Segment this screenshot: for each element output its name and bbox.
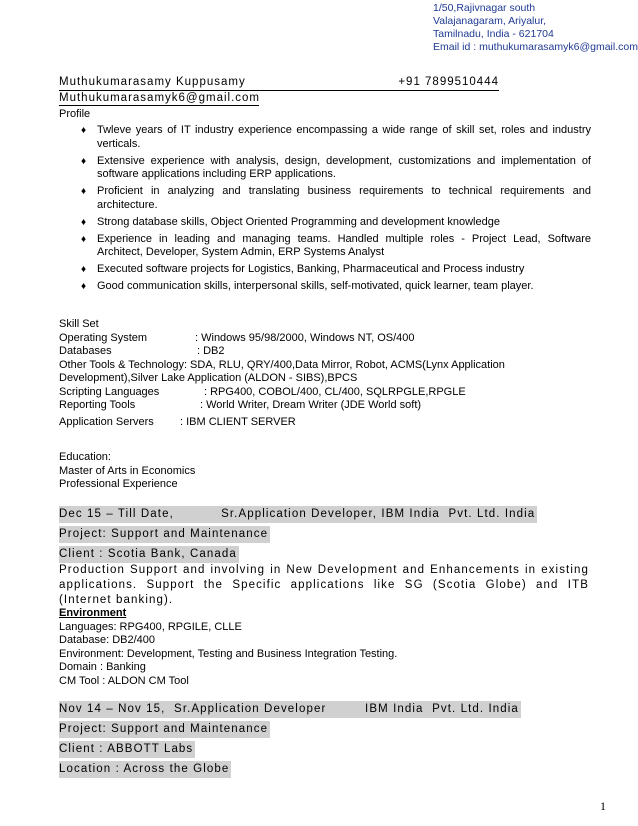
env-environment: Environment: Development, Testing and Business Integration Testing. bbox=[59, 647, 398, 660]
job-location: Location : Across the Globe bbox=[59, 761, 231, 778]
env-domain: Domain : Banking bbox=[59, 661, 146, 673]
job-1 bbox=[59, 504, 537, 563]
address-block bbox=[433, 2, 638, 54]
profile-item: ♦ Experience in leading and managing teams. Handled multiple roles - Project Lead, Software Architect, Developer, System Admin, ERP Systems Analyst bbox=[81, 232, 591, 258]
skill-label: Reporting Tools bbox=[59, 399, 136, 411]
profile-item: ♦ Strong database skills, Object Oriented Programming and development knowledge bbox=[81, 215, 500, 228]
diamond-bullet-icon: ♦ bbox=[81, 186, 87, 197]
job-description: Production Support and involving in New Development and Enhancements in existing applications. Support the Specific applications like SG (Scotia Globe) and ITB (Internet banking). bbox=[59, 564, 589, 606]
diamond-bullet-icon: ♦ bbox=[81, 216, 87, 228]
skill-value: : Windows 95/98/2000, Windows NT, OS/400 bbox=[195, 331, 415, 344]
address-line: 1/50,Rajivnagar south bbox=[433, 2, 536, 14]
skills-title: Skill Set bbox=[59, 318, 99, 330]
phone-number: +91 7899510444 bbox=[398, 76, 499, 88]
skill-value: : DB2 bbox=[197, 345, 225, 357]
address-email: Email id : muthukumarasamyk6@gmail.com bbox=[433, 41, 638, 53]
skill-label: Application Servers bbox=[59, 415, 154, 428]
page-number: 1 bbox=[600, 799, 606, 813]
job-client: Client : Scotia Bank, Canada bbox=[59, 546, 239, 563]
skill-value: : RPG400, COBOL/400, CL/400, SQLRPGLE,RPGLE bbox=[204, 385, 466, 398]
skill-label: Scripting Languages bbox=[59, 385, 160, 398]
profile-title: Profile bbox=[59, 108, 91, 120]
skill-value: : World Writer, Dream Writer (JDE World soft) bbox=[200, 399, 422, 411]
environment-title: Environment bbox=[59, 607, 127, 619]
skill-label: Databases bbox=[59, 345, 112, 357]
experience-title: Professional Experience bbox=[59, 478, 178, 490]
candidate-name: Muthukumarasamy Kuppusamy bbox=[59, 76, 246, 88]
skill-value: : IBM CLIENT SERVER bbox=[180, 415, 296, 428]
job-project: Project: Support and Maintenance bbox=[59, 526, 270, 543]
env-languages: Languages: RPG400, RPGILE, CLLE bbox=[59, 620, 242, 633]
profile-item: ♦ Extensive experience with analysis, design, development, customizations and implementation of software applications including ERP applications. bbox=[81, 154, 591, 180]
profile-list bbox=[59, 124, 591, 297]
education-section bbox=[59, 451, 195, 492]
skill-label: Operating System bbox=[59, 331, 148, 344]
address-line: Tamilnadu, India - 621704 bbox=[433, 28, 554, 40]
education-degree: Master of Arts in Economics bbox=[59, 464, 196, 477]
education-title: Education: bbox=[59, 451, 111, 463]
skill-line: Development),Silver Lake Application (ALDON - SIBS),BPCS bbox=[59, 372, 358, 384]
profile-item: ♦ Twleve years of IT industry experience encompassing a wide range of skill set, roles and industry verticals. bbox=[81, 124, 591, 150]
job-role-line: Dec 15 – Till Date, Sr.Application Developer, IBM India Pvt. Ltd. India bbox=[59, 506, 537, 523]
diamond-bullet-icon: ♦ bbox=[81, 233, 87, 245]
diamond-bullet-icon: ♦ bbox=[81, 281, 87, 292]
profile-item: ♦ Proficient in analyzing and translating business requirements to technical requirements and architecture. bbox=[81, 185, 591, 211]
address-line: Valajanagaram, Ariyalur, bbox=[433, 15, 547, 27]
contact-header bbox=[59, 75, 499, 106]
profile-item: ♦ Good communication skills, interpersonal skills, self-motivated, quick learner, team player. bbox=[81, 280, 534, 292]
diamond-bullet-icon: ♦ bbox=[81, 264, 87, 275]
env-database: Database: DB2/400 bbox=[59, 634, 156, 646]
job-role-line: Nov 14 – Nov 15, Sr.Application Developer IBM India Pvt. Ltd. India bbox=[59, 701, 521, 718]
profile-item: ♦ Executed software projects for Logistics, Banking, Pharmaceutical and Process industry bbox=[81, 263, 525, 275]
diamond-bullet-icon: ♦ bbox=[81, 155, 87, 167]
skills-section bbox=[59, 318, 599, 429]
skill-line: Other Tools & Technology: SDA, RLU, QRY/400,Data Mirror, Robot, ACMS(Lynx Application bbox=[59, 358, 505, 371]
diamond-bullet-icon: ♦ bbox=[81, 125, 87, 136]
job-client: Client : ABBOTT Labs bbox=[59, 741, 195, 758]
environment-block bbox=[59, 607, 397, 688]
job-project: Project: Support and Maintenance bbox=[59, 721, 270, 738]
env-cm-tool: CM Tool : ALDON CM Tool bbox=[59, 674, 189, 687]
contact-email: Muthukumarasamyk6@gmail.com bbox=[59, 92, 261, 104]
job-2 bbox=[59, 699, 521, 778]
